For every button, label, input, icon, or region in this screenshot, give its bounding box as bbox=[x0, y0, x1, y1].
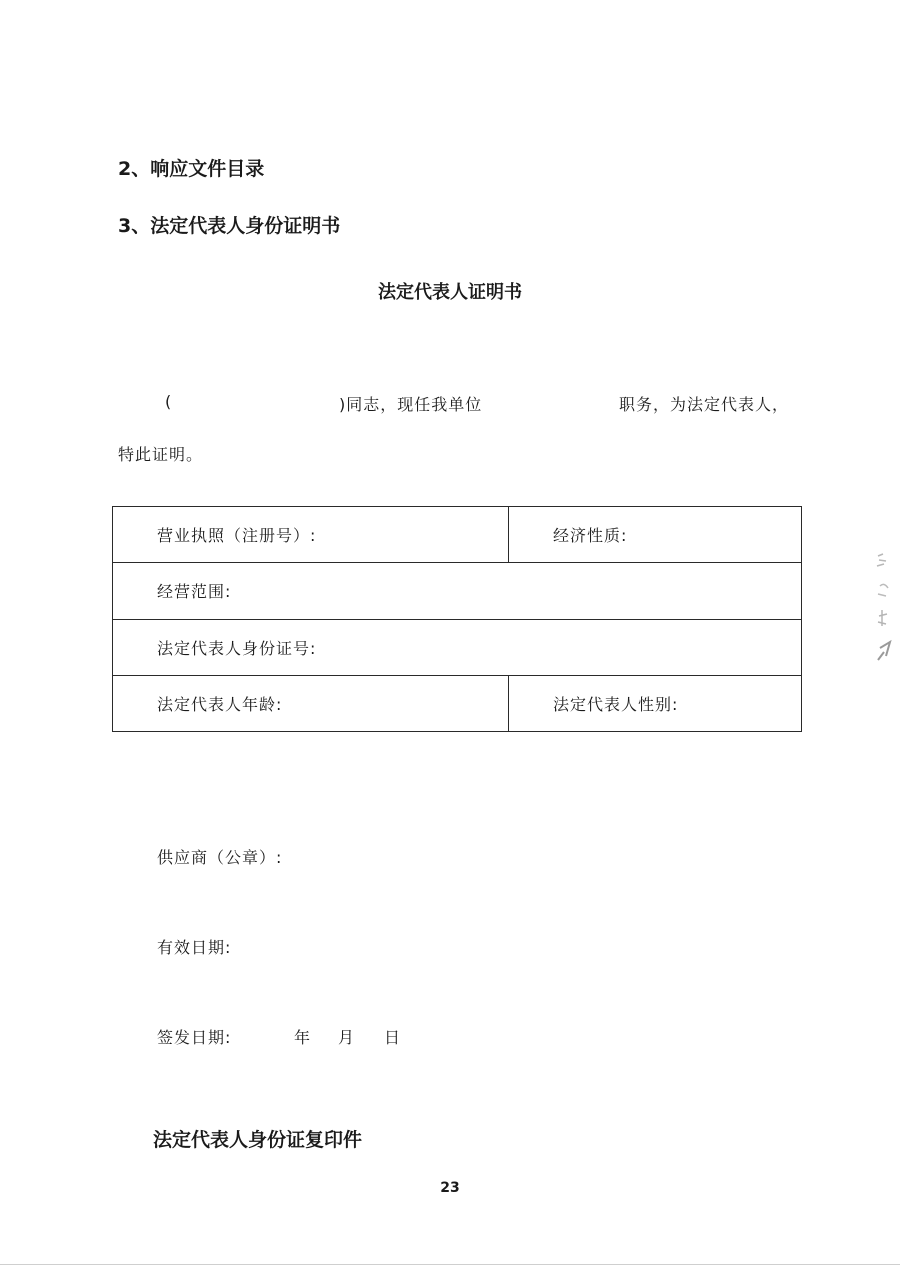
certificate-line2: 特此证明。 bbox=[118, 445, 204, 464]
business-license-cell: 营业执照（注册号）: bbox=[113, 507, 509, 563]
issue-date-label: 签发日期: bbox=[157, 1028, 232, 1047]
table-row bbox=[113, 675, 802, 731]
section-heading-legal-rep-certificate: 3、法定代表人身份证明书 bbox=[118, 215, 341, 237]
business-scope-cell: 经营范围: bbox=[113, 563, 802, 619]
economic-nature-cell: 经济性质: bbox=[509, 507, 802, 563]
rep-age-cell: 法定代表人年龄: bbox=[113, 675, 509, 731]
rep-id-number-cell: 法定代表人身份证号: bbox=[113, 619, 802, 675]
issue-date-day: 日 bbox=[384, 1028, 402, 1047]
table-row bbox=[113, 563, 802, 619]
issue-date-month: 月 bbox=[338, 1028, 356, 1047]
company-info-table bbox=[112, 506, 802, 732]
rep-gender-cell: 法定代表人性别: bbox=[509, 675, 802, 731]
supplier-seal-label: 供应商（公章）: bbox=[157, 848, 283, 867]
issue-date-year: 年 bbox=[294, 1028, 312, 1047]
seal-fragment-icon bbox=[874, 548, 896, 676]
page-number: 23 bbox=[440, 1180, 460, 1196]
section-heading-response-index: 2、响应文件目录 bbox=[118, 158, 265, 180]
certificate-open-paren: ( bbox=[165, 392, 173, 411]
table-row bbox=[113, 619, 802, 675]
certificate-title: 法定代表人证明书 bbox=[378, 282, 522, 303]
certificate-line1-middle: )同志，现任我单位 bbox=[339, 395, 483, 414]
certificate-line1-end: 职务，为法定代表人， bbox=[619, 395, 790, 414]
valid-date-label: 有效日期: bbox=[157, 938, 232, 957]
page-bottom-edge bbox=[0, 1264, 900, 1265]
id-copy-title: 法定代表人身份证复印件 bbox=[153, 1129, 363, 1151]
table-row bbox=[113, 507, 802, 563]
